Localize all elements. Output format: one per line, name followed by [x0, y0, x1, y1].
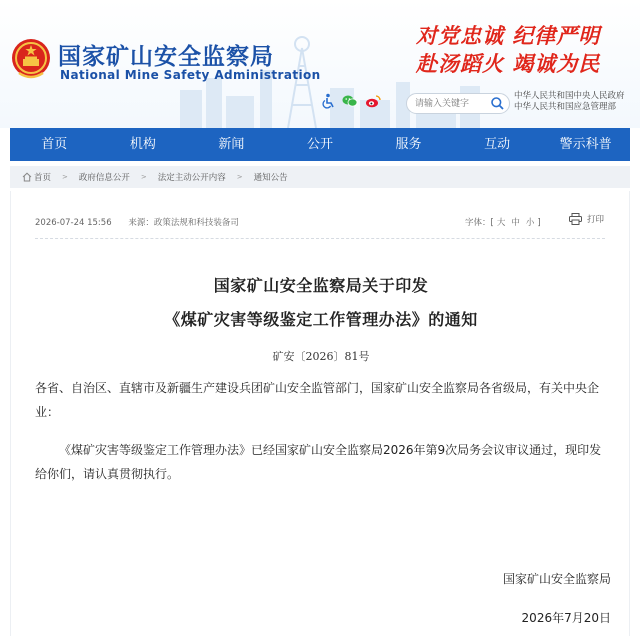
nav-item-warning-education[interactable]: 警示科普: [559, 137, 612, 152]
signature-date: 2026年7月20日: [521, 611, 611, 625]
article-datetime: 2026-07-24 15:56: [35, 218, 112, 228]
main-nav: [10, 128, 630, 161]
breadcrumb-separator-icon: >: [140, 173, 147, 181]
article-source: 来源：政策法规和科技装备司: [128, 218, 239, 228]
slogan-line-1: 对党忠诚 纪律严明: [416, 23, 601, 48]
font-size-label: 字体：: [465, 218, 491, 228]
article-card: [10, 191, 630, 636]
meta-divider: [35, 238, 605, 239]
nav-item-disclosure[interactable]: 公开: [306, 137, 333, 152]
nav-item-services[interactable]: 服务: [395, 137, 422, 152]
nav-item-organization[interactable]: 机构: [129, 137, 156, 152]
breadcrumb-item-notices[interactable]: 通知公告: [253, 173, 288, 183]
article-title-line-1: 国家矿山安全监察局关于印发: [213, 276, 429, 295]
font-size-control: 字体：[ 大 中 小 ]: [465, 218, 541, 228]
site-title[interactable]: 国家矿山安全监察局: [58, 44, 274, 70]
breadcrumb-item-statutory[interactable]: 法定主动公开内容: [157, 173, 226, 183]
gov-link-central-government[interactable]: 中华人民共和国中央人民政府: [514, 91, 625, 101]
breadcrumb: [10, 166, 630, 188]
printer-icon: [569, 213, 582, 225]
breadcrumb-item-home[interactable]: 首页: [34, 173, 52, 183]
home-icon: [22, 172, 32, 182]
article-body: 《煤矿灾害等级鉴定工作管理办法》已经国家矿山安全监察局2026年第9次局务会议审议通过，现印发给你们，请认真贯彻执行。: [35, 443, 602, 481]
print-label: 打印: [587, 215, 605, 225]
search-icon[interactable]: [490, 96, 505, 111]
article-meta: [35, 216, 239, 228]
nav-item-news[interactable]: 新闻: [218, 137, 245, 152]
document-number: 矿安〔2026〕81号: [272, 350, 370, 363]
font-size-medium[interactable]: 中: [511, 218, 520, 228]
nav-item-interaction[interactable]: 互动: [484, 137, 511, 152]
print-button[interactable]: [569, 213, 604, 225]
breadcrumb-separator-icon: >: [62, 173, 68, 181]
site-header: [0, 0, 640, 128]
accessibility-icon[interactable]: [320, 93, 336, 109]
nav-item-home[interactable]: 首页: [41, 137, 68, 152]
site-subtitle: National Mine Safety Administration: [60, 68, 321, 82]
article-recipients: 各省、自治区、直辖市及新疆生产建设兵团矿山安全监管部门，国家矿山安全监察局各省级局，有关中央企业：: [35, 381, 600, 419]
breadcrumb-separator-icon: >: [236, 173, 243, 181]
gov-link-emergency-ministry[interactable]: 中华人民共和国应急管理部: [514, 102, 617, 112]
slogan-line-2: 赴汤蹈火 竭诚为民: [416, 51, 601, 76]
search-box: [406, 93, 510, 114]
search-input[interactable]: [415, 96, 489, 111]
wechat-icon[interactable]: [342, 93, 358, 109]
font-size-large[interactable]: 大: [496, 218, 506, 228]
article-title-line-2: 《煤矿灾害等级鉴定工作管理办法》的通知: [164, 310, 478, 329]
signature-organization: 国家矿山安全监察局: [502, 572, 611, 586]
weibo-icon[interactable]: [365, 93, 381, 109]
national-emblem-icon: [10, 37, 52, 81]
breadcrumb-item-gov-info[interactable]: 政府信息公开: [78, 173, 130, 183]
font-size-small[interactable]: 小: [525, 218, 535, 228]
